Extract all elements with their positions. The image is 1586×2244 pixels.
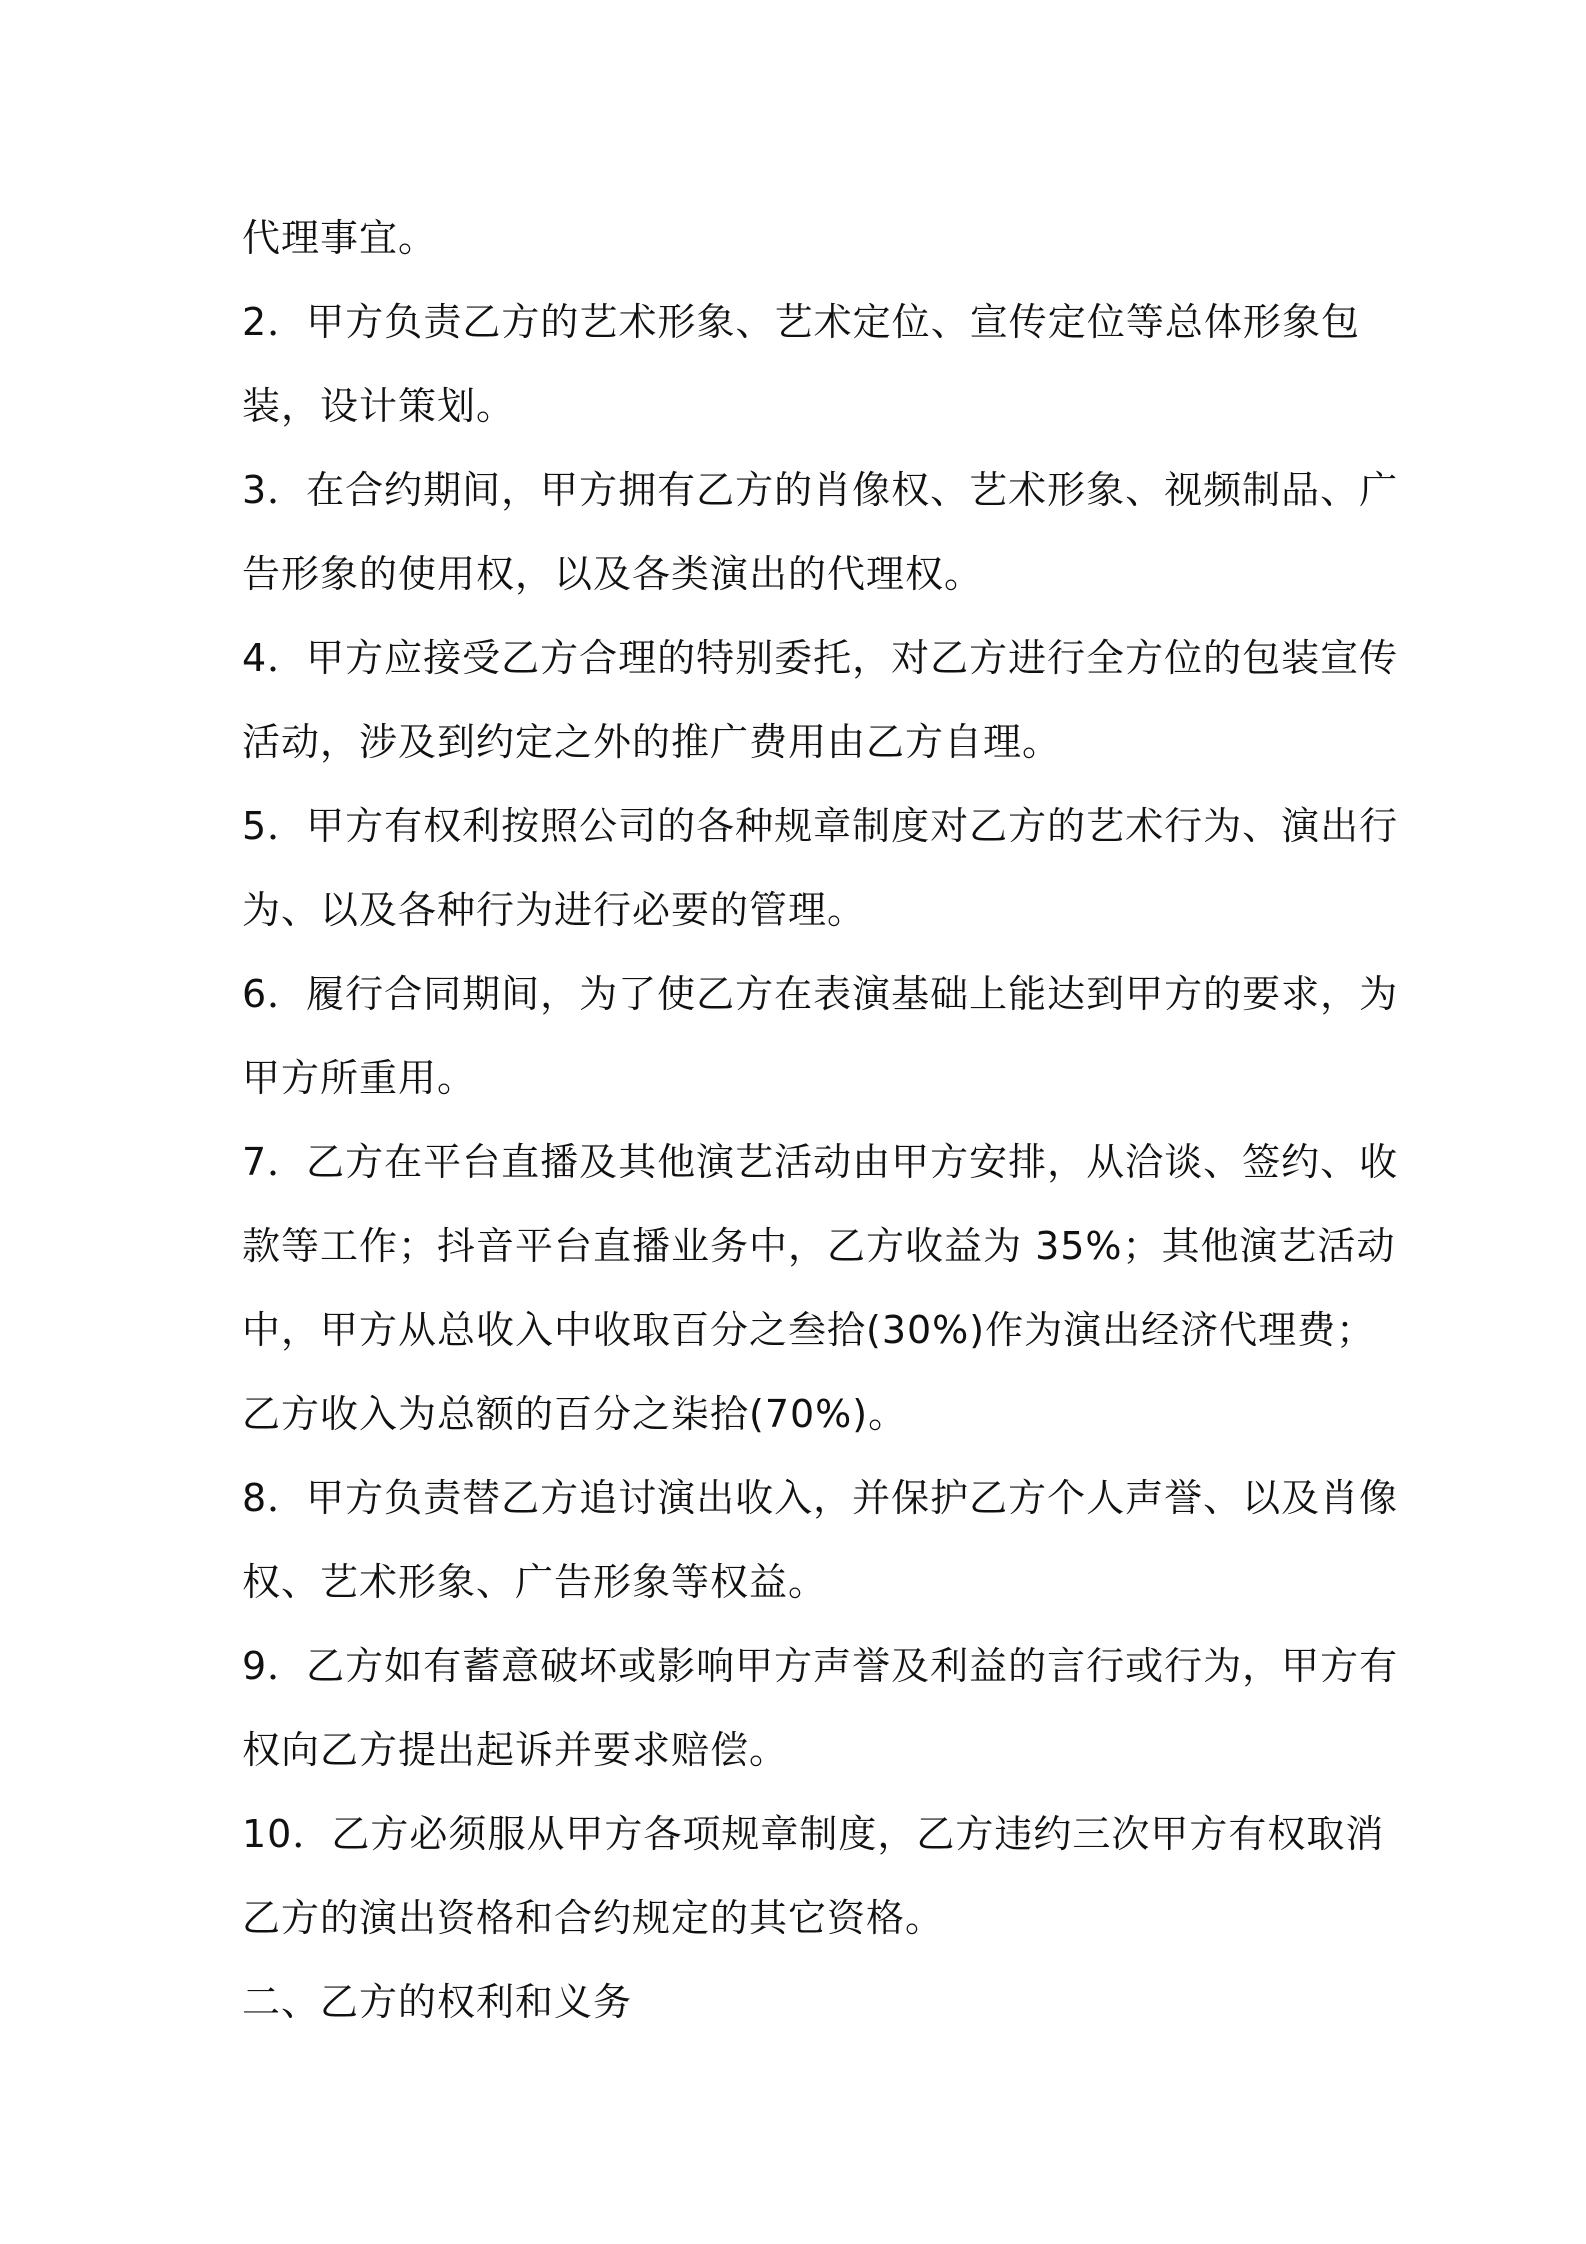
- text-line: 权向乙方提出起诉并要求赔偿。: [242, 1728, 789, 1772]
- clause-9-line: 9．乙方如有蓄意破坏或影响甲方声誉及利益的言行或行为，甲方有: [242, 1644, 1399, 1688]
- text-line: 为、以及各种行为进行必要的管理。: [242, 888, 867, 932]
- text-line: 甲方所重用。: [242, 1056, 477, 1100]
- text-line: 代理事宜。: [242, 216, 438, 260]
- text-line: 乙方的演出资格和合约规定的其它资格。: [242, 1896, 945, 1940]
- document-body: [242, 196, 1399, 2044]
- text-line: 乙方收入为总额的百分之柒拾(70%)。: [242, 1392, 908, 1436]
- text-line: 款等工作；抖音平台直播业务中，乙方收益为 35%；其他演艺活动: [242, 1224, 1396, 1268]
- clause-7-line: 7．乙方在平台直播及其他演艺活动由甲方安排，从洽谈、签约、收: [242, 1140, 1399, 1184]
- clause-4-line: 4．甲方应接受乙方合理的特别委托，对乙方进行全方位的包装宣传: [242, 636, 1399, 680]
- text-line: 权、艺术形象、广告形象等权益。: [242, 1560, 828, 1604]
- text-line: 装，设计策划。: [242, 384, 516, 428]
- clause-10-line: 10．乙方必须服从甲方各项规章制度，乙方违约三次甲方有权取消: [242, 1812, 1385, 1856]
- text-line: 告形象的使用权，以及各类演出的代理权。: [242, 552, 984, 596]
- clause-6-line: 6．履行合同期间，为了使乙方在表演基础上能达到甲方的要求，为: [242, 972, 1399, 1016]
- text-line: 活动，涉及到约定之外的推广费用由乙方自理。: [242, 720, 1062, 764]
- clause-8-line: 8．甲方负责替乙方追讨演出收入，并保护乙方个人声誉、以及肖像: [242, 1476, 1399, 1520]
- text-line: 中，甲方从总收入中收取百分之叁拾(30%)作为演出经济代理费；: [242, 1308, 1376, 1352]
- section-heading: 二、乙方的权利和义务: [242, 1980, 633, 2024]
- clause-2-line: 2．甲方负责乙方的艺术形象、艺术定位、宣传定位等总体形象包: [242, 300, 1360, 344]
- clause-5-line: 5．甲方有权利按照公司的各种规章制度对乙方的艺术行为、演出行: [242, 804, 1399, 848]
- clause-3-line: 3．在合约期间，甲方拥有乙方的肖像权、艺术形象、视频制品、广: [242, 468, 1399, 512]
